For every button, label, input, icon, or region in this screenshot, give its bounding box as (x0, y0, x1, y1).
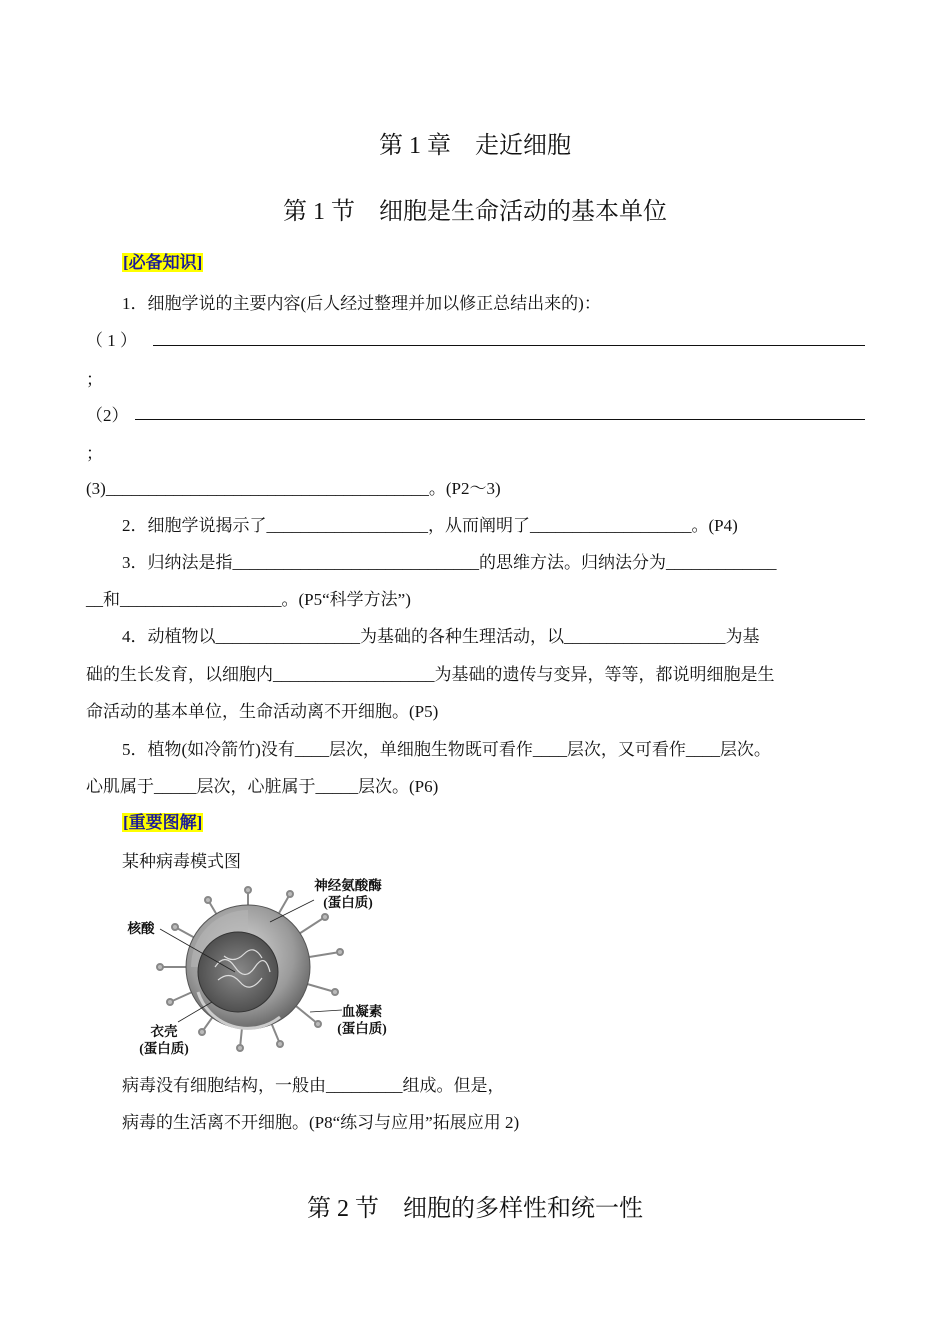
virus-text-line-1: 病毒没有细胞结构，一般由_________组成。但是， (122, 1076, 505, 1095)
label-hemagglutinin-name: 血凝素 (341, 1004, 383, 1019)
question-3-line-2: __和___________________。(P5“科学方法”) (86, 590, 411, 609)
question-4-line-3: 命活动的基本单位，生命活动离不开细胞。(P5) (86, 702, 439, 721)
question-1-item-2-end: ； (86, 444, 103, 463)
section-title-1: 第 1 节 细胞是生命活动的基本单位 (283, 199, 667, 225)
question-3-line-1: 3．归纳法是指_____________________________的思维方法。归纳法分为_____________ (122, 553, 777, 572)
question-4-line-2: 础的生长发育，以细胞内___________________为基础的遗传与变异，等等，都说明细胞是生 (86, 665, 775, 684)
question-5-line-2: 心肌属于_____层次，心脏属于_____层次。(P6) (86, 777, 439, 796)
figure-caption: 某种病毒模式图 (122, 852, 241, 871)
virus-text-line-2: 病毒的生活离不开细胞。(P8“练习与应用”拓展应用 2) (122, 1113, 520, 1132)
figure-tag-label: [重要图解] (123, 813, 203, 832)
label-capsid (132, 1023, 196, 1057)
question-1: 1．细胞学说的主要内容(后人经过整理并加以修正总结出来的)： (122, 294, 601, 313)
section-title-2: 第 2 节 细胞的多样性和统一性 (307, 1196, 643, 1222)
question-2: 2．细胞学说揭示了___________________，从而阐明了___________________。(P4) (122, 516, 738, 535)
chapter-title: 第 1 章 走近细胞 (379, 133, 571, 159)
label-capsid-type: (蛋白质) (139, 1041, 189, 1056)
knowledge-tag (122, 248, 203, 273)
answer-line-2 (135, 419, 865, 420)
question-1-item-2-prefix: （2） (86, 406, 129, 425)
question-1-item-1-prefix: （ 1 ） (86, 331, 137, 350)
label-neuraminidase-name: 神经氨酸酶 (314, 878, 382, 893)
figure-tag (122, 808, 203, 833)
question-1-item-3: (3)______________________________________。(P2～3) (86, 479, 501, 498)
label-capsid-name: 衣壳 (150, 1024, 178, 1039)
question-4-line-1: 4．动植物以_________________为基础的各种生理活动，以___________________为基 (122, 627, 760, 646)
label-neuraminidase-type: (蛋白质) (323, 895, 373, 910)
answer-line-1 (153, 345, 865, 346)
knowledge-tag-label: [必备知识] (123, 253, 203, 272)
label-nucleic-acid: 核酸 (127, 921, 155, 936)
question-5-line-1: 5．植物(如冷箭竹)没有____层次，单细胞生物既可看作____层次，又可看作____层次。 (122, 740, 771, 759)
virus-core (198, 932, 278, 1012)
label-hemagglutinin-type: (蛋白质) (337, 1021, 387, 1036)
label-hemagglutinin (330, 1003, 394, 1037)
label-neuraminidase (308, 877, 388, 911)
question-1-item-1-end: ； (86, 370, 103, 389)
